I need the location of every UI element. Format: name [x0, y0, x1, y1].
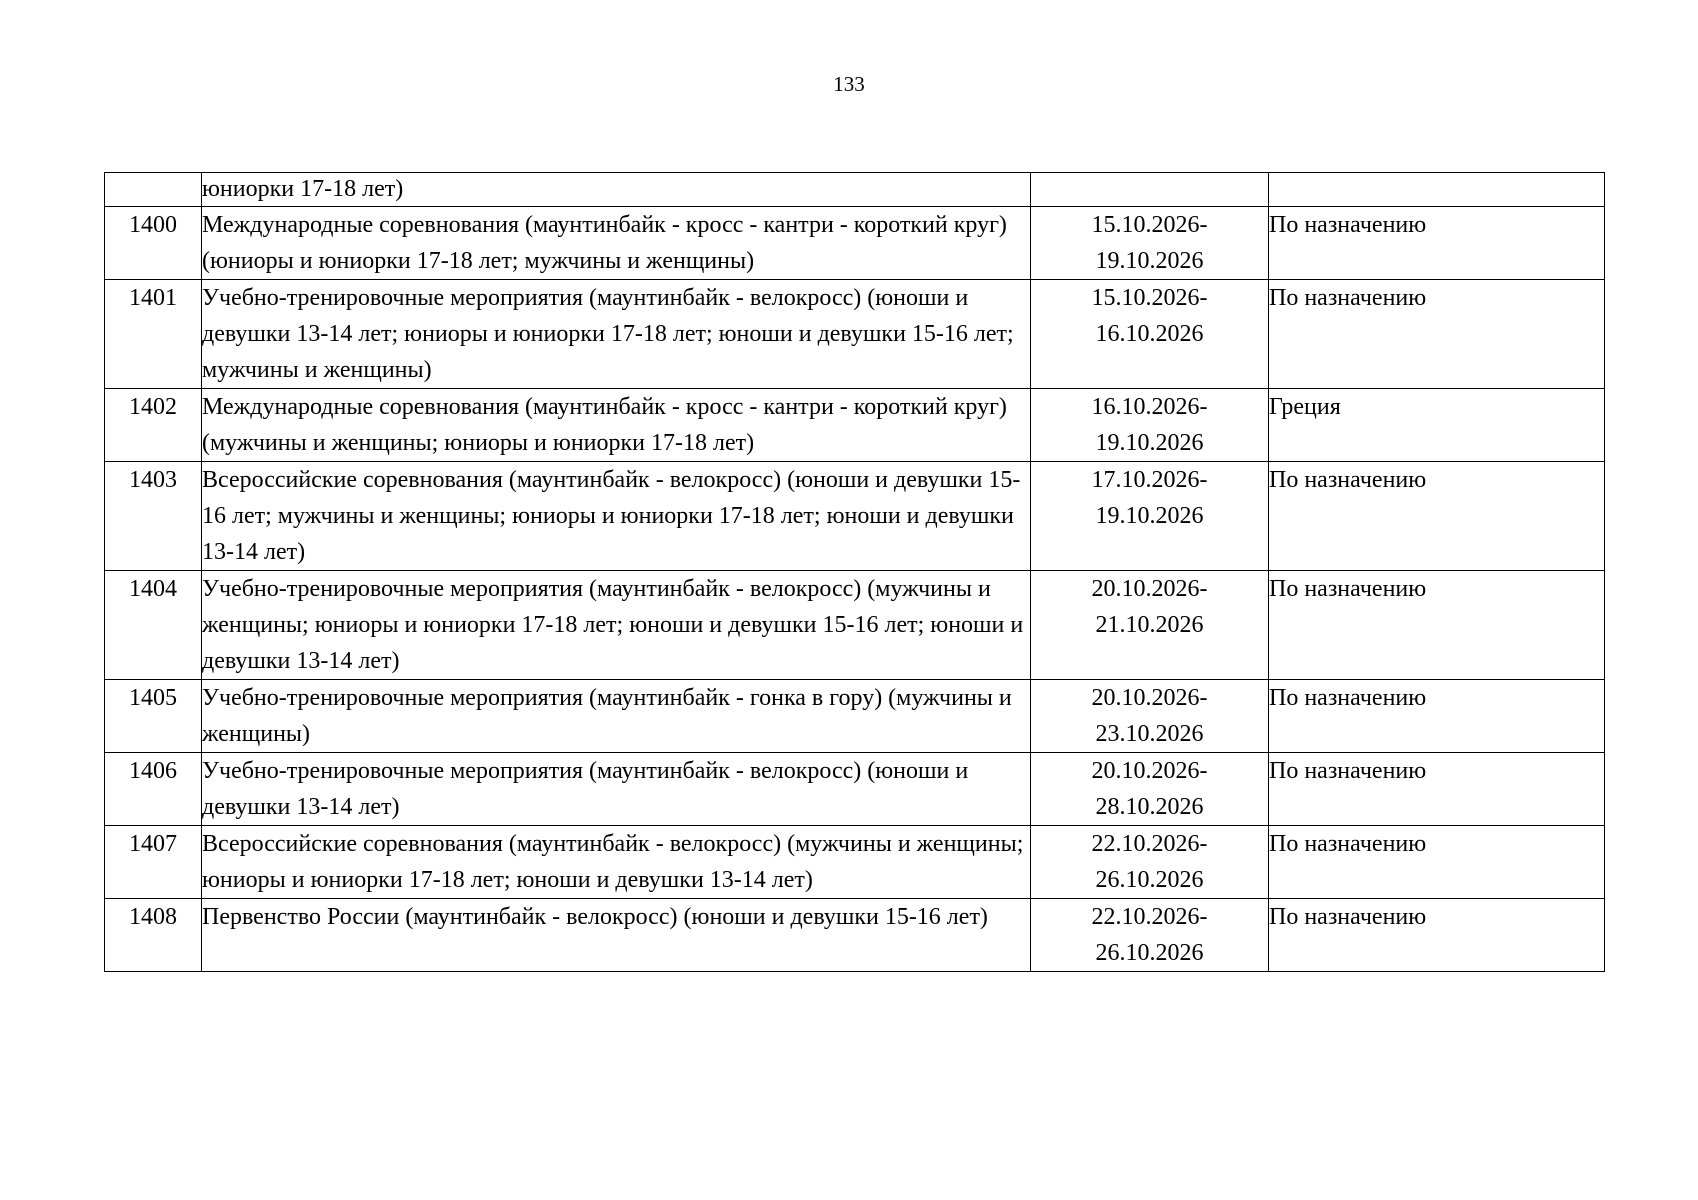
event-date-start: 22.10.2026- — [1091, 831, 1208, 857]
event-name-cell: Учебно-тренировочные мероприятия (маунтинбайк - велокросс) (юноши и девушки 13-14 лет; юниоры и юниорки 17-18 лет; юноши и девушки 15-16 лет; мужчины и женщины) — [202, 280, 1031, 389]
event-date-start: 15.10.2026- — [1091, 212, 1208, 238]
event-number-cell: 1403 — [105, 462, 202, 571]
table-row — [105, 462, 1605, 571]
event-date-start: 16.10.2026- — [1091, 394, 1208, 420]
event-name-cell: Учебно-тренировочные мероприятия (маунтинбайк - гонка в гору) (мужчины и женщины) — [202, 680, 1031, 753]
event-date-end: 23.10.2026 — [1095, 721, 1204, 747]
event-number-cell: 1402 — [105, 389, 202, 462]
event-place-cell: По назначению — [1269, 680, 1605, 753]
event-number-cell: 1400 — [105, 207, 202, 280]
event-date-end: 19.10.2026 — [1095, 430, 1204, 456]
page-number: 133 — [833, 72, 865, 96]
event-place-cell — [1269, 173, 1605, 207]
event-place-cell: По назначению — [1269, 899, 1605, 972]
event-number-cell: 1401 — [105, 280, 202, 389]
event-place-cell: Греция — [1269, 389, 1605, 462]
event-date-start: 20.10.2026- — [1091, 576, 1208, 602]
table-row — [105, 389, 1605, 462]
event-dates-cell — [1031, 207, 1269, 280]
event-name-cell: Учебно-тренировочные мероприятия (маунтинбайк - велокросс) (юноши и девушки 13-14 лет) — [202, 753, 1031, 826]
events-table — [104, 172, 1605, 972]
event-date-end: 26.10.2026 — [1095, 940, 1204, 966]
event-number-cell: 1405 — [105, 680, 202, 753]
event-number-cell: 1408 — [105, 899, 202, 972]
event-date-start: 15.10.2026- — [1091, 285, 1208, 311]
event-date-start: 22.10.2026- — [1091, 904, 1208, 930]
event-name-cell: юниорки 17-18 лет) — [202, 173, 1031, 207]
event-number-cell: 1406 — [105, 753, 202, 826]
event-number-cell — [105, 173, 202, 207]
event-dates-cell — [1031, 753, 1269, 826]
event-dates-cell — [1031, 571, 1269, 680]
event-name-cell: Первенство России (маунтинбайк - велокросс) (юноши и девушки 15-16 лет) — [202, 899, 1031, 972]
event-date-end: 19.10.2026 — [1095, 248, 1204, 274]
event-place-cell: По назначению — [1269, 462, 1605, 571]
event-dates-cell — [1031, 462, 1269, 571]
event-name-cell: Международные соревнования (маунтинбайк - кросс - кантри - короткий круг) (мужчины и женщины; юниоры и юниорки 17-18 лет) — [202, 389, 1031, 462]
event-place-cell: По назначению — [1269, 826, 1605, 899]
event-dates-cell — [1031, 389, 1269, 462]
event-dates-cell — [1031, 899, 1269, 972]
event-date-start: 20.10.2026- — [1091, 758, 1208, 784]
table-row — [105, 899, 1605, 972]
event-dates-cell — [1031, 680, 1269, 753]
event-date-start: 20.10.2026- — [1091, 685, 1208, 711]
event-date-end: 21.10.2026 — [1095, 612, 1204, 638]
event-dates-cell — [1031, 826, 1269, 899]
event-number-cell: 1404 — [105, 571, 202, 680]
event-dates-cell — [1031, 173, 1269, 207]
event-date-end: 28.10.2026 — [1095, 794, 1204, 820]
event-name-cell: Всероссийские соревнования (маунтинбайк - велокросс) (мужчины и женщины; юниоры и юниорки 17-18 лет; юноши и девушки 13-14 лет) — [202, 826, 1031, 899]
table-row — [105, 826, 1605, 899]
table-row — [105, 680, 1605, 753]
table-row — [105, 280, 1605, 389]
table-row — [105, 753, 1605, 826]
table-row — [105, 571, 1605, 680]
event-name-cell: Международные соревнования (маунтинбайк - кросс - кантри - короткий круг) (юниоры и юниорки 17-18 лет; мужчины и женщины) — [202, 207, 1031, 280]
event-dates-cell — [1031, 280, 1269, 389]
event-number-cell: 1407 — [105, 826, 202, 899]
event-date-end: 19.10.2026 — [1095, 503, 1204, 529]
event-place-cell: По назначению — [1269, 753, 1605, 826]
event-name-cell: Всероссийские соревнования (маунтинбайк - велокросс) (юноши и девушки 15-16 лет; мужчины и женщины; юниоры и юниорки 17-18 лет; юноши и девушки 13-14 лет) — [202, 462, 1031, 571]
table-row-continuation — [105, 173, 1605, 207]
event-date-end: 16.10.2026 — [1095, 321, 1204, 347]
event-date-end: 26.10.2026 — [1095, 867, 1204, 893]
event-place-cell: По назначению — [1269, 280, 1605, 389]
event-name-cell: Учебно-тренировочные мероприятия (маунтинбайк - велокросс) (мужчины и женщины; юниоры и юниорки 17-18 лет; юноши и девушки 15-16 лет; юноши и девушки 13-14 лет) — [202, 571, 1031, 680]
events-table-body — [105, 173, 1605, 972]
table-row — [105, 207, 1605, 280]
event-place-cell: По назначению — [1269, 571, 1605, 680]
event-date-start: 17.10.2026- — [1091, 467, 1208, 493]
event-place-cell: По назначению — [1269, 207, 1605, 280]
